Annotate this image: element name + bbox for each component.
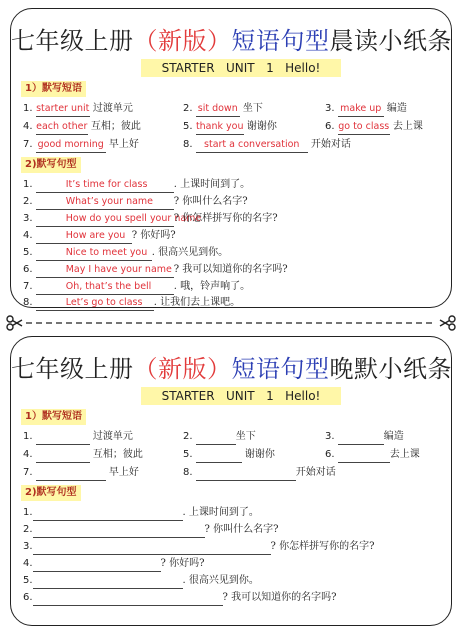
- word-row: [23, 465, 441, 481]
- sentence-num: 8.: [23, 297, 33, 308]
- card-title: [11, 21, 451, 56]
- word-meaning: 编造: [383, 431, 404, 442]
- word-item: [183, 447, 275, 463]
- word-item: [23, 429, 133, 445]
- word-item: [23, 119, 141, 135]
- word-answer: go to class: [338, 120, 390, 135]
- word-answer: make up: [338, 102, 384, 117]
- evening-card: [10, 336, 452, 626]
- sentence-row: [23, 505, 441, 521]
- sentence-row: [23, 522, 441, 538]
- word-item: [325, 429, 404, 445]
- word-answer: start a conversation: [196, 138, 308, 153]
- sentence-num: 2.: [23, 196, 33, 207]
- sentences-heading: 2)默写句型: [21, 157, 81, 173]
- word-meaning: 开始对话: [295, 467, 336, 478]
- sentence-meaning: . 很高兴见到你。: [151, 247, 229, 258]
- sentence-meaning: . 哦，铃声响了。: [173, 281, 251, 292]
- title-topic: 短语句型: [231, 27, 330, 55]
- title-kind: 晨读小纸条: [329, 27, 452, 55]
- sentence-num: 5.: [23, 247, 33, 258]
- sentence-row: [23, 228, 441, 244]
- scissors-icon: [440, 316, 455, 330]
- sentence-blank[interactable]: [33, 537, 205, 538]
- sentence-meaning: . 上课时间到了。: [173, 179, 251, 190]
- word-meaning: 过渡单元: [92, 431, 133, 442]
- word-meaning: 谢谢你: [246, 121, 277, 132]
- title-edition: （新版）: [133, 27, 232, 55]
- sentence-meaning: ? 你叫什么名字?: [204, 524, 279, 535]
- sentence-num: 1.: [23, 179, 33, 190]
- card-title: [11, 349, 451, 384]
- word-row: [23, 101, 441, 117]
- word-num: 8.: [183, 139, 193, 150]
- title-edition: （新版）: [133, 355, 232, 383]
- word-meaning: 坐下: [235, 431, 256, 442]
- word-blank[interactable]: [36, 480, 106, 481]
- scissors-icon: [7, 316, 22, 330]
- sentence-row: [23, 177, 441, 193]
- word-item: [325, 101, 407, 117]
- sentence-answer: What’s your name: [36, 195, 174, 210]
- word-num: 1.: [23, 431, 33, 442]
- word-item: [183, 137, 351, 153]
- sentence-meaning: ? 我可以知道你的名字吗?: [173, 264, 288, 275]
- word-blank[interactable]: [196, 480, 296, 481]
- sentence-num: 6.: [23, 264, 33, 275]
- sentence-num: 3.: [23, 213, 33, 224]
- word-num: 6.: [325, 121, 335, 132]
- sentence-row: [23, 556, 441, 572]
- words-heading: 1）默写短语: [21, 409, 86, 425]
- sentence-num: 6.: [23, 592, 33, 603]
- unit-label: STARTER UNIT 1 Hello!: [141, 387, 341, 405]
- word-num: 7.: [23, 139, 33, 150]
- word-num: 3.: [325, 431, 335, 442]
- sentence-row: [23, 211, 441, 227]
- sentence-num: 3.: [23, 541, 33, 552]
- sentence-meaning: ? 我可以知道你的名字吗?: [222, 592, 337, 603]
- sentence-meaning: . 让我们去上课吧。: [153, 297, 241, 308]
- word-item: [23, 447, 143, 463]
- sentence-answer: Nice to meet you: [36, 246, 152, 261]
- word-meaning: 早上好: [108, 139, 139, 150]
- sentence-meaning: . 很高兴见到你。: [182, 575, 259, 586]
- sentence-blank[interactable]: [33, 571, 161, 572]
- word-meaning: 早上好: [108, 467, 139, 478]
- sentence-blank[interactable]: [33, 588, 183, 589]
- word-num: 1.: [23, 103, 33, 114]
- sentence-row: [23, 573, 441, 589]
- sentence-num: 5.: [23, 575, 33, 586]
- word-item: [23, 465, 139, 481]
- word-num: 5.: [183, 121, 193, 132]
- cut-line: [0, 312, 462, 332]
- word-blank[interactable]: [338, 462, 390, 463]
- sentence-answer: Let’s go to class: [36, 296, 154, 311]
- word-num: 7.: [23, 467, 33, 478]
- word-meaning: 过渡单元: [92, 103, 133, 114]
- sentence-row: [23, 279, 441, 295]
- word-num: 3.: [325, 103, 335, 114]
- sentence-row: [23, 590, 441, 606]
- word-item: [325, 447, 420, 463]
- word-blank[interactable]: [36, 444, 90, 445]
- sentence-num: 4.: [23, 230, 33, 241]
- word-num: 2.: [183, 431, 193, 442]
- unit-label: STARTER UNIT 1 Hello!: [141, 59, 341, 77]
- sentence-answer: How are you: [36, 229, 132, 244]
- word-row: [23, 137, 441, 153]
- word-answer: each other: [36, 120, 88, 135]
- word-meaning: 互相；彼此: [92, 449, 143, 460]
- sentence-answer: How do you spell your name: [36, 212, 174, 227]
- sentences-heading: 2)默写句型: [21, 485, 81, 501]
- word-item: [23, 137, 139, 153]
- sentence-num: 4.: [23, 558, 33, 569]
- word-item: [183, 465, 336, 481]
- word-item: [183, 429, 256, 445]
- word-blank[interactable]: [196, 462, 242, 463]
- word-meaning: 互相；彼此: [90, 121, 141, 132]
- sentence-meaning: ? 你怎样拼写你的名字?: [173, 213, 278, 224]
- word-answer: good morning: [36, 138, 106, 153]
- sentence-blank[interactable]: [33, 554, 271, 555]
- sentence-meaning: ? 你好吗?: [160, 558, 205, 569]
- sentence-meaning: ? 你怎样拼写你的名字?: [270, 541, 375, 552]
- sentence-row: [23, 295, 441, 311]
- word-item: [325, 119, 423, 135]
- title-grade: 七年级上册: [11, 27, 134, 55]
- word-answer: starter unit: [36, 102, 90, 117]
- word-meaning: 开始对话: [310, 139, 351, 150]
- word-num: 6.: [325, 449, 335, 460]
- sentence-row: [23, 539, 441, 555]
- sentence-answer: It’s time for class: [36, 178, 174, 193]
- sentence-answer: Oh, that’s the bell: [36, 280, 174, 295]
- word-meaning: 编造: [386, 103, 407, 114]
- sentence-meaning: ? 你好吗?: [131, 230, 176, 241]
- word-row: [23, 447, 441, 463]
- sentence-row: [23, 262, 441, 278]
- sentence-meaning: . 上课时间到了。: [182, 507, 259, 518]
- word-meaning: 坐下: [242, 103, 263, 114]
- sentence-meaning: ? 你叫什么名字?: [173, 196, 248, 207]
- word-blank[interactable]: [338, 444, 384, 445]
- sentence-row: [23, 245, 441, 261]
- word-num: 4.: [23, 121, 33, 132]
- word-item: [23, 101, 133, 117]
- title-kind: 晚默小纸条: [329, 355, 452, 383]
- sentence-num: 7.: [23, 281, 33, 292]
- word-num: 2.: [183, 103, 193, 114]
- word-blank[interactable]: [196, 444, 236, 445]
- word-answer: sit down: [196, 102, 240, 117]
- morning-card: [10, 8, 452, 308]
- word-item: [183, 101, 263, 117]
- word-meaning: 去上课: [389, 449, 420, 460]
- word-meaning: 去上课: [392, 121, 423, 132]
- word-blank[interactable]: [36, 462, 90, 463]
- sentence-num: 2.: [23, 524, 33, 535]
- words-heading: 1）默写短语: [21, 81, 86, 97]
- word-num: 8.: [183, 467, 193, 478]
- title-topic: 短语句型: [231, 355, 330, 383]
- word-num: 4.: [23, 449, 33, 460]
- sentence-blank[interactable]: [33, 520, 183, 521]
- sentence-row: [23, 194, 441, 210]
- sentence-answer: May I have your name: [36, 263, 174, 278]
- sentence-num: 1.: [23, 507, 33, 518]
- word-answer: thank you: [196, 120, 244, 135]
- word-row: [23, 119, 441, 135]
- word-row: [23, 429, 441, 445]
- word-num: 5.: [183, 449, 193, 460]
- word-item: [183, 119, 277, 135]
- title-grade: 七年级上册: [11, 355, 134, 383]
- sentence-blank[interactable]: [33, 605, 223, 606]
- word-meaning: 谢谢你: [244, 449, 275, 460]
